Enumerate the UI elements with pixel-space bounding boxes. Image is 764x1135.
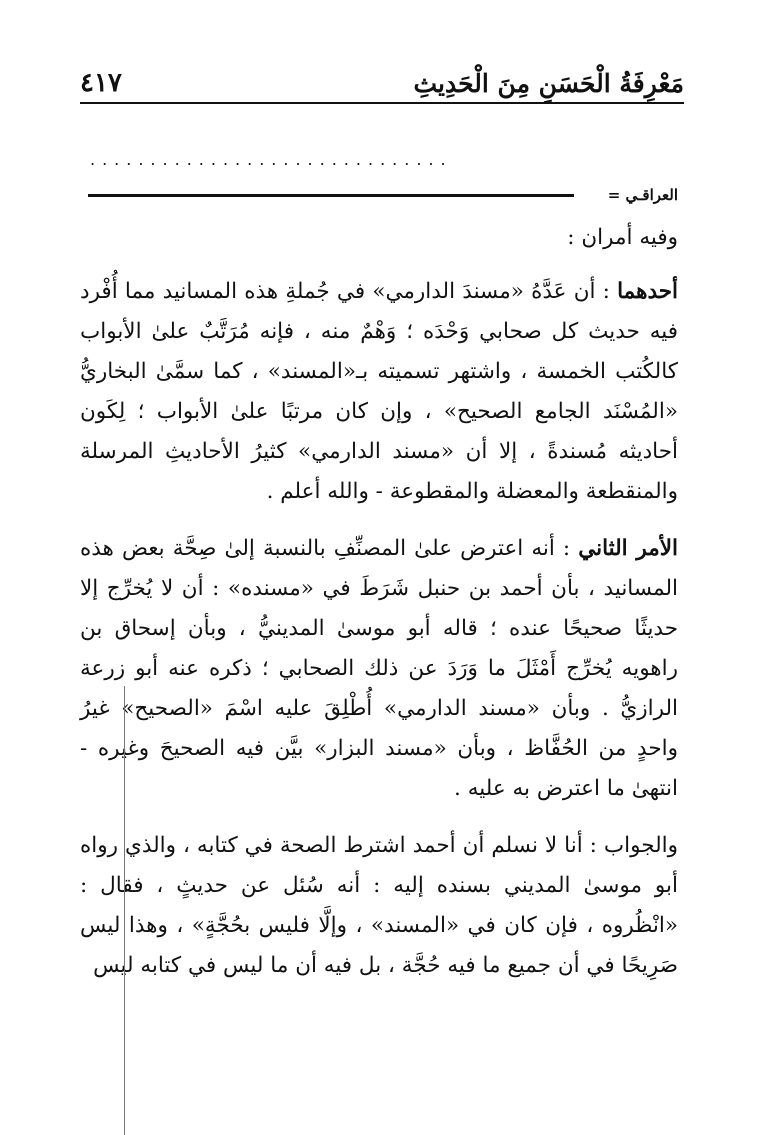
dotted-separator: .............................. — [90, 150, 453, 169]
page-number: ٤١٧ — [80, 68, 122, 98]
paragraph-first-lead: أحدهما — [617, 279, 678, 304]
paragraph-first — [80, 272, 678, 512]
running-title: مَعْرِفَةُ الْحَسَنِ مِنَ الْحَدِيثِ — [413, 69, 684, 98]
scan-margin-line — [124, 686, 125, 1135]
paragraph-second-lead: الأمر الثاني — [578, 536, 678, 561]
intro-line: وفيه أمران : — [567, 225, 678, 250]
paragraph-answer: والجواب : أنا لا نسلم أن أحمد اشترط الصحة في كتابه ، والذي رواه أبو موسىٰ المديني بسنده إليه : أنه سُئل عن حديثٍ ، فقال : «انْظُروه ، فإن كان في «المسند» ، وإلَّا فليس بحُجَّةٍ» ، وهذا ليس صَرِيحًا في أن جميع ما فيه حُجَّة ، بل فيه أن ما ليس في كتابه ليس — [80, 833, 678, 978]
page-header — [80, 56, 684, 104]
body-text — [80, 218, 678, 1003]
paragraph-second-text: : أنه اعترض علىٰ المصنِّفِ بالنسبة إلىٰ صِحَّة بعض هذه المسانيد ، بأن أحمد بن حنبل شَرَطَ في «مسنده» : أن لا يُخرِّج إلا حديثًا صحيحًا عنده ؛ قاله أبو موسىٰ المدينيُّ ، وبأن إسحاق بن راهويه يُخرِّج أَمْثَلَ ما وَرَدَ عن ذلك الصحابي ؛ ذكره عنه أبو زرعة الرازيُّ . وبأن «مسند الدارمي» أُطْلِقَ عليه اسْمَ «الصحيح» غيرُ واحدٍ من الحُفَّاظ ، وبأن «مسند البزار» بيَّن فيه الصحيحَ وغيره - انتهىٰ ما اعترض به عليه . — [80, 536, 678, 801]
paragraph-first-text: : أن عَدَّهُ «مسندَ الدارمي» في جُملةِ هذه المسانيد مما أُفْرد فيه حديث كل صحابي وَحْدَه ؛ وَهْمٌ منه ، فإنه مُرَتَّبٌ علىٰ الأبواب كالكُتب الخمسة ، واشتهر تسميته بـ«المسند» ، كما سمَّىٰ البخاريُّ «المُسْنَد الجامع الصحيح» ، وإن كان مرتبًا علىٰ الأبواب ؛ لِكَون أحاديثه مُسندةً ، إلا أن «مسند الدارمي» كثيرُ الأحاديثِ المرسلة والمنقطعة والمعضلة والمقطوعة - والله أعلم . — [80, 279, 678, 504]
source-label: العراقـي = — [607, 186, 678, 204]
source-rule — [88, 194, 574, 197]
paragraph-second — [80, 529, 678, 809]
